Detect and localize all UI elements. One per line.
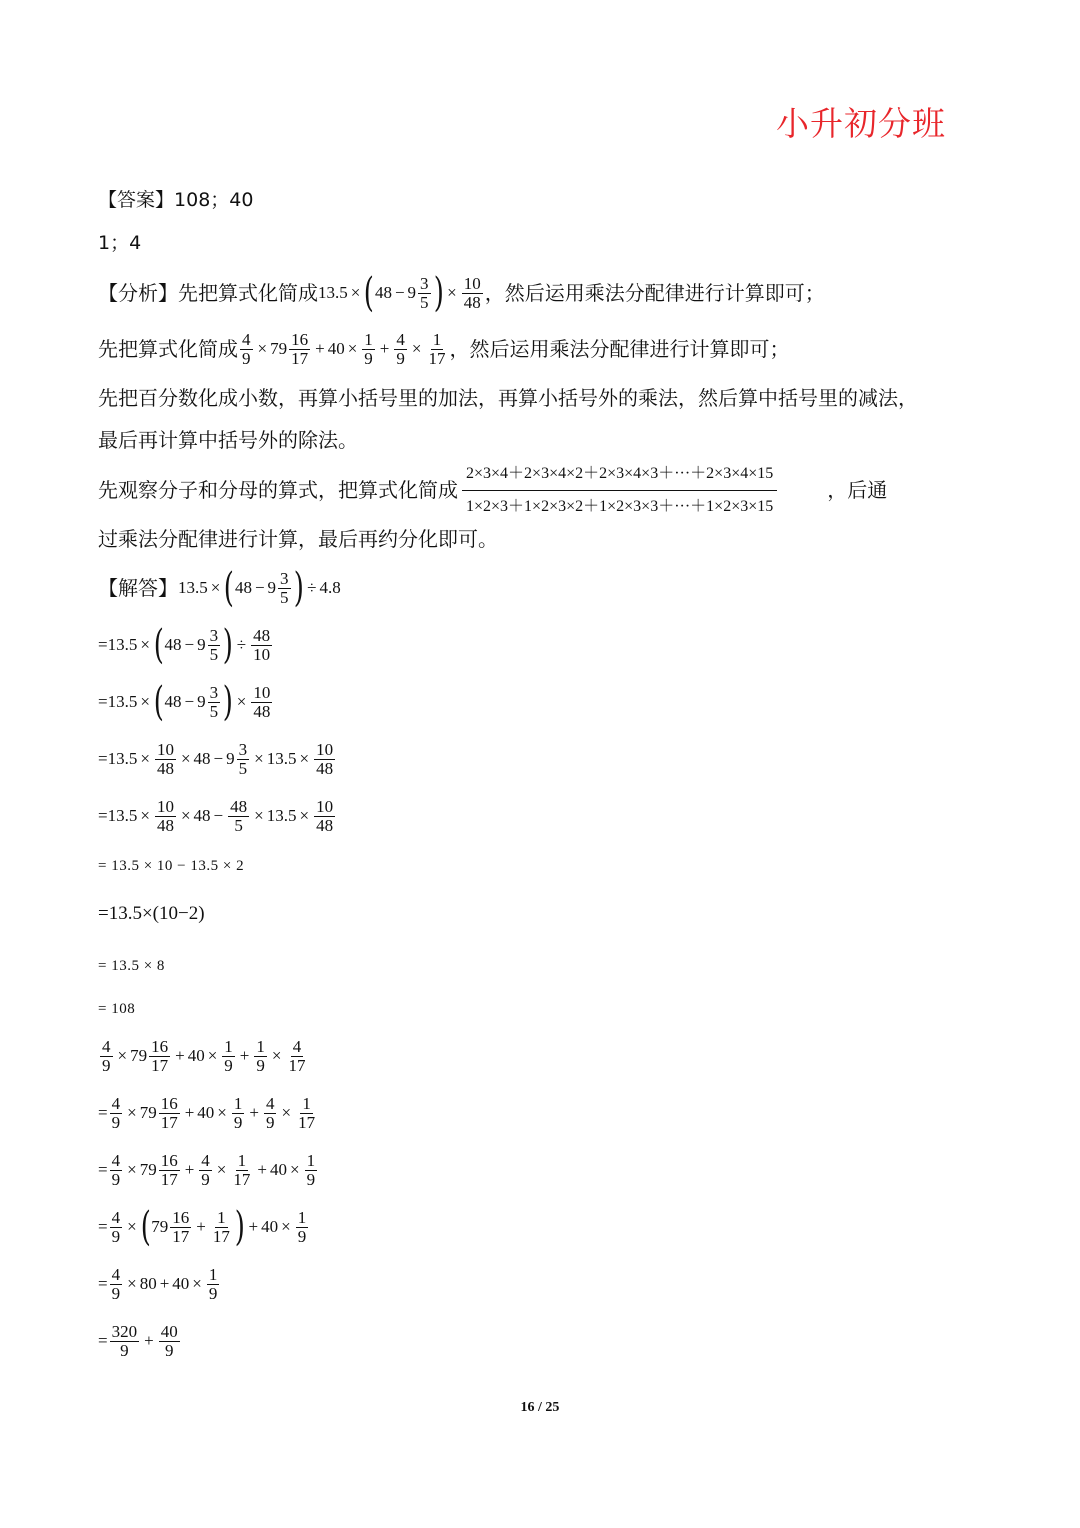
analysis-line-2 (98, 326, 789, 372)
solution-line-17 (98, 1318, 182, 1364)
solution-step-17: = $\frac{320}{9}$ + $\frac{40}{9}$ (98, 1321, 178, 1360)
analysis-line-6: 过乘法分配律进行计算，最后再约分化即可。 (98, 527, 498, 551)
solution-line-12 (98, 1033, 309, 1079)
analysis-p1-post: ，然后运用乘法分配律进行计算即可； (484, 281, 825, 305)
solution-step-11: = 108 (98, 1001, 136, 1017)
analysis-p1-pre: 先把算式化简成 (178, 281, 318, 305)
analysis-label: 【分析】 (98, 281, 178, 305)
solution-step-15: = $\frac{4}{9}$ × ( 79 $\frac{16}{17}$ + $\frac{1}{17}$ ) + 40 × $\frac{1}{9}$ (98, 1204, 307, 1250)
solution-step-3: =13.5 × ( 48 − 9 $\frac{3}{5}$ ) × $\frac{10}{48}$ (98, 679, 271, 725)
solution-line-2 (98, 622, 274, 668)
solution-line-15 (98, 1204, 310, 1250)
solution-step-8: = 13.5 × 10 − 13.5 × 2 (98, 858, 245, 874)
analysis-formula-2: $\frac{4}{9}$ × 79 $\frac{16}{17}$ + 40 × $\frac{1}{9}$ + $\frac{4}{9}$ × $\frac{1}{17}$ (242, 329, 446, 368)
solution-label: 【解答】 (98, 576, 178, 600)
solution-step-10: = 13.5 × 8 (98, 958, 165, 974)
answer-values-1: 108；40 (174, 189, 254, 211)
formula-4-numerator: 2×3×4＋2×3×4×2＋2×3×4×3＋···＋2×3×4×15 (462, 460, 777, 491)
analysis-p4-post: ，后通 (827, 478, 888, 502)
analysis-line-5 (98, 466, 887, 514)
solution-line-16 (98, 1261, 221, 1307)
solution-step-13: = $\frac{4}{9}$ × 79 $\frac{16}{17}$ + 40 × $\frac{1}{9}$ + $\frac{4}{9}$ × $\frac{1}{17}$ (98, 1093, 316, 1132)
formula-4-denominator: 1×2×3＋1×2×3×2＋1×2×3×3＋···＋1×2×3×15 (466, 497, 774, 515)
solution-step-1: 13.5 × ( 48 − 9 $\frac{3}{5}$ ) ÷ 4.8 (178, 565, 341, 611)
solution-line-1 (98, 565, 341, 611)
solution-step-2: =13.5 × ( 48 − 9 $\frac{3}{5}$ ) ÷ $\frac{48}{10}$ (98, 622, 271, 668)
solution-step-16: = $\frac{4}{9}$ × 80 + 40 × $\frac{1}{9}$ (98, 1264, 218, 1303)
header-brand: 小升初分班 (776, 104, 946, 143)
solution-step-12: $\frac{4}{9}$ × 79 $\frac{16}{17}$ + 40 × $\frac{1}{9}$ + $\frac{1}{9}$ × $\frac{4}{17}$ (102, 1036, 306, 1075)
solution-line-5 (98, 793, 337, 839)
analysis-formula-4 (462, 460, 777, 521)
page-number: 16 / 25 (520, 1400, 560, 1415)
analysis-formula-1: 13.5 × ( 48 − 9 $\frac{3}{5}$ ) × $\frac{10}{48}$ (318, 270, 481, 316)
analysis-line-3: 先把百分数化成小数，再算小括号里的加法，再算小括号外的乘法，然后算中括号里的减法， (98, 386, 918, 410)
solution-step-4: =13.5 × $\frac{10}{48}$ × 48 − 9 $\frac{3}{5}$ × 13.5 × $\frac{10}{48}$ (98, 739, 334, 778)
answer-line-2: 1；4 (98, 232, 142, 254)
analysis-p2-post: ，然后运用乘法分配律进行计算即可； (449, 337, 790, 361)
solution-step-5: =13.5 × $\frac{10}{48}$ × 48 − $\frac{48}{5}$ × 13.5 × $\frac{10}{48}$ (98, 796, 334, 835)
analysis-p2-pre: 先把算式化简成 (98, 337, 238, 361)
solution-line-3 (98, 679, 274, 725)
analysis-p4-pre: 先观察分子和分母的算式，把算式化简成 (98, 478, 458, 502)
solution-step-9: =13.5×(10−2) (98, 903, 205, 924)
analysis-line-4: 最后再计算中括号外的除法。 (98, 428, 358, 452)
solution-line-14 (98, 1147, 319, 1193)
solution-step-14: = $\frac{4}{9}$ × 79 $\frac{16}{17}$ + $\frac{4}{9}$ × $\frac{1}{17}$ + 40 × $\frac{1}{9}$ (98, 1150, 316, 1189)
analysis-line-1 (98, 270, 825, 316)
solution-line-13 (98, 1090, 319, 1136)
answer-label: 【答案】 (98, 189, 175, 211)
answer-line-1 (98, 186, 253, 214)
solution-line-4 (98, 736, 337, 782)
